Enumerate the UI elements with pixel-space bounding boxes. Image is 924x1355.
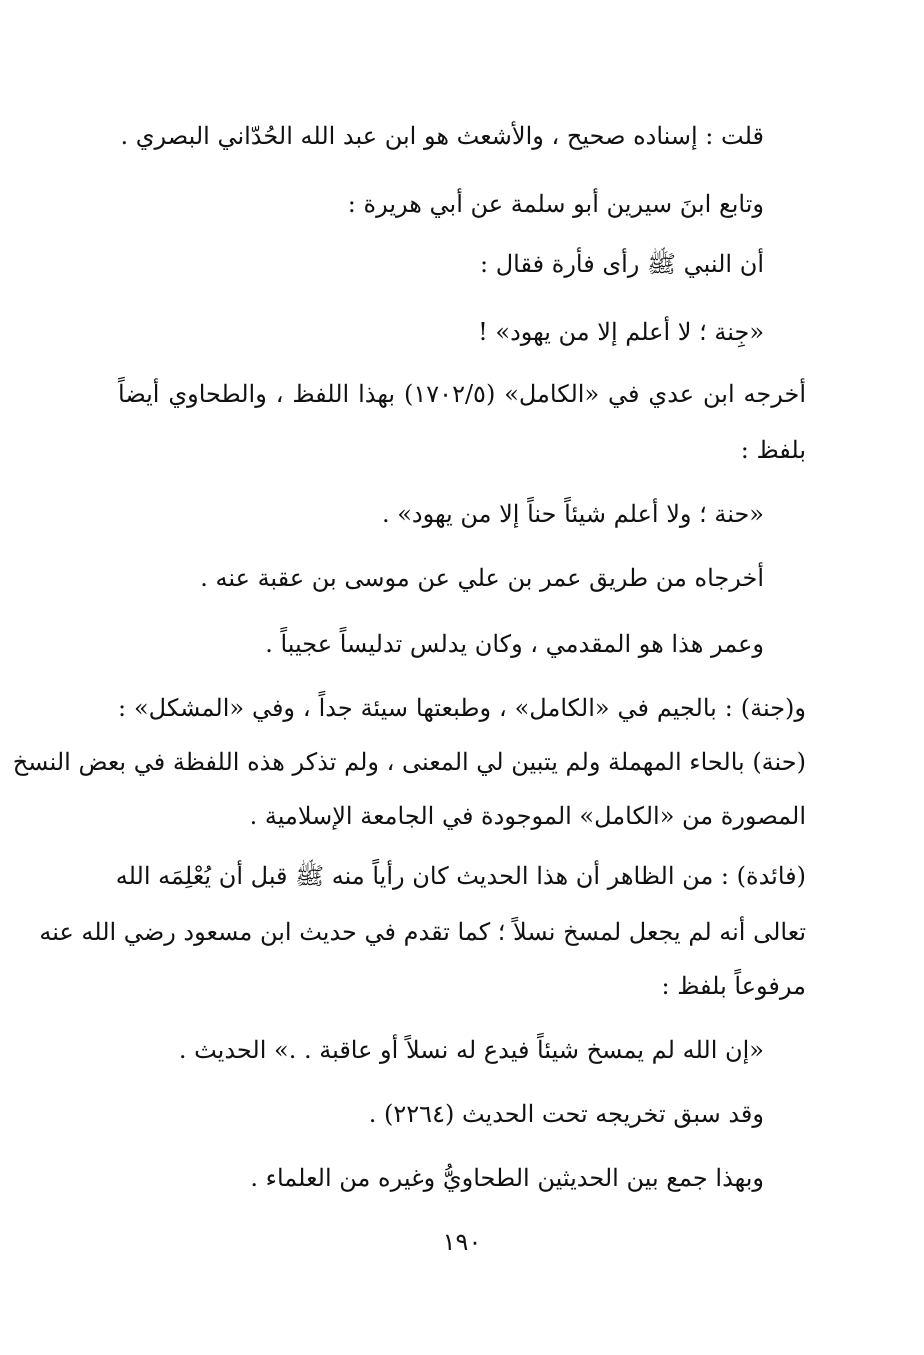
page-number: ١٩٠ xyxy=(442,1228,482,1256)
paragraph-line: بلفظ : xyxy=(740,436,806,464)
quote-line: «إن الله لم يمسخ شيئاً فيدع له نسلاً أو عاقبة . .» الحديث . xyxy=(178,1036,764,1064)
paragraph-line: وقد سبق تخريجه تحت الحديث (٢٢٦٤) . xyxy=(368,1100,764,1128)
paragraph-line: و(جنة) : بالجيم في «الكامل» ، وطبعتها سيئة جداً ، وفي «المشكل» : xyxy=(118,694,806,722)
paragraph-line: وبهذا جمع بين الحديثين الطحاويُّ وغيره من العلماء . xyxy=(250,1164,764,1192)
paragraph-line: (حنة) بالحاء المهملة ولم يتبين لي المعنى ، ولم تذكر هذه اللفظة في بعض النسخ xyxy=(12,748,806,776)
paragraph-line: وتابع ابنَ سيرين أبو سلمة عن أبي هريرة : xyxy=(347,190,764,218)
quote-line: «حنة ؛ ولا أعلم شيئاً حناً إلا من يهود» . xyxy=(381,500,764,528)
paragraph-line: أخرجه ابن عدي في «الكامل» (١٧٠٢/٥) بهذا اللفظ ، والطحاوي أيضاً xyxy=(118,380,806,408)
paragraph-line: تعالى أنه لم يجعل لمسخ نسلاً ؛ كما تقدم في حديث ابن مسعود رضي الله عنه xyxy=(39,918,806,946)
paragraph-line: وعمر هذا هو المقدمي ، وكان يدلس تدليساً عجيباً . xyxy=(265,630,764,658)
paragraph-line: مرفوعاً بلفظ : xyxy=(661,972,806,1000)
paragraph-line: قلت : إسناده صحيح ، والأشعث هو ابن عبد الله الحُدّاني البصري . xyxy=(120,122,764,150)
quote-line: «جِنة ؛ لا أعلم إلا من يهود» ! xyxy=(478,318,764,346)
paragraph-line: أن النبي ﷺ رأى فأرة فقال : xyxy=(480,250,764,278)
paragraph-line: المصورة من «الكامل» الموجودة في الجامعة الإسلامية . xyxy=(249,802,806,830)
paragraph-line: أخرجاه من طريق عمر بن علي عن موسى بن عقبة عنه . xyxy=(200,564,764,592)
paragraph-line: (فائدة) : من الظاهر أن هذا الحديث كان رأياً منه ﷺ قبل أن يُعْلِمَه الله xyxy=(115,862,806,890)
